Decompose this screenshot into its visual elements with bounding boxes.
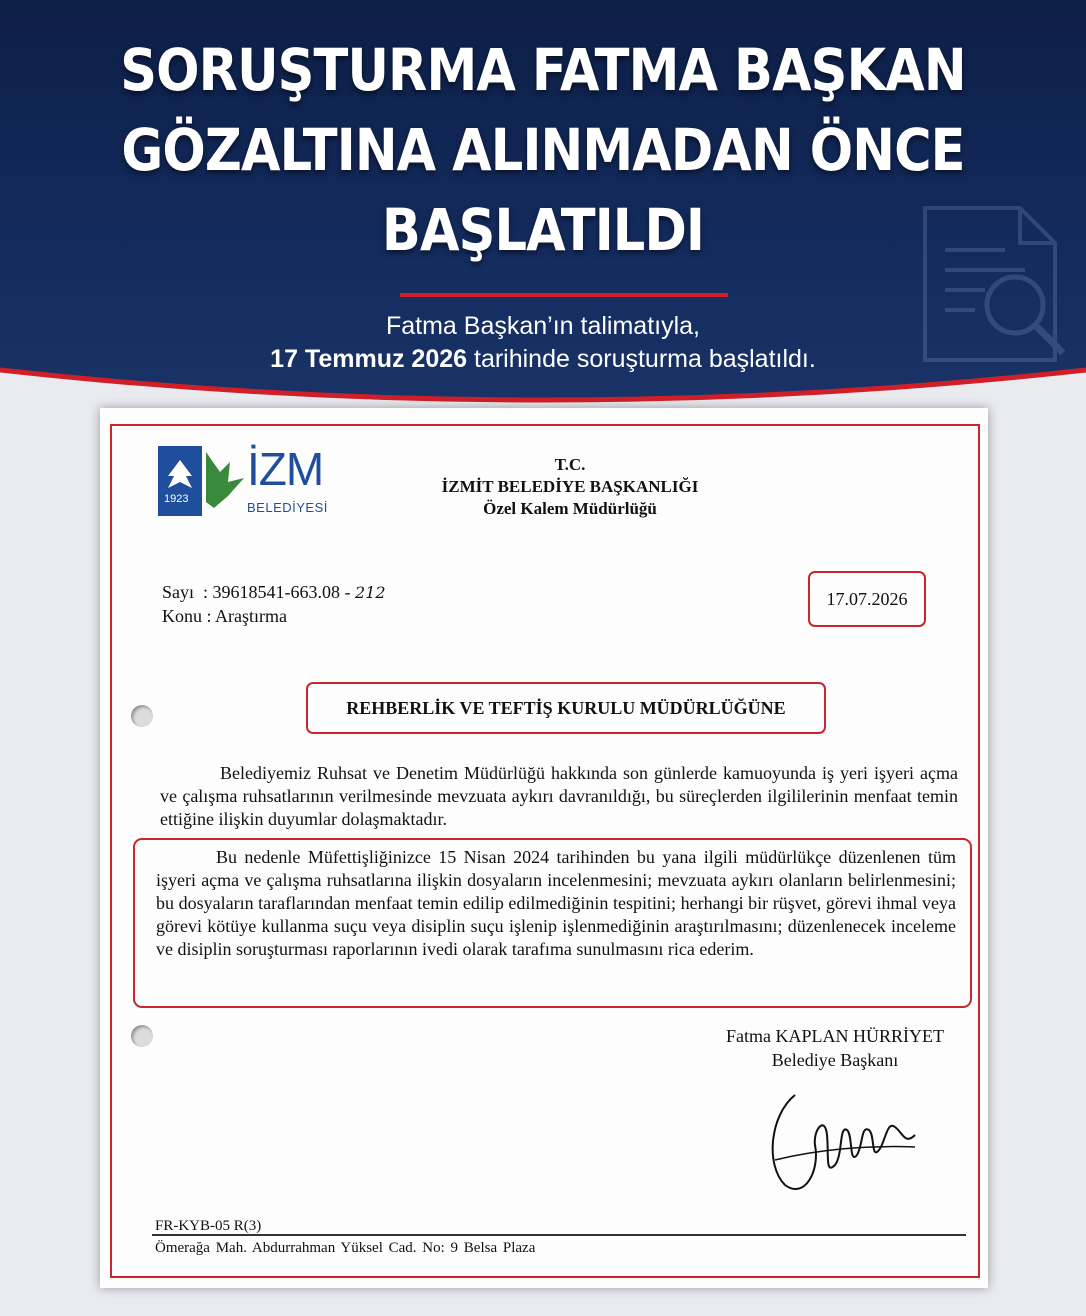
logo-subtitle: BELEDİYESİ	[247, 500, 328, 515]
institution-line-3: Özel Kalem Müdürlüğü	[483, 499, 657, 518]
headline-line-1: SORUŞTURMA FATMA BAŞKAN	[120, 36, 966, 104]
institution-line-2: İZMİT BELEDİYE BAŞKANLIĞI	[441, 477, 699, 496]
subtitle-date: 17 Temmuz 2026	[270, 345, 468, 373]
signer-title: Belediye Başkanı	[771, 1050, 899, 1070]
headline-line-3: BAŞLATILDI	[381, 196, 705, 264]
punch-hole	[131, 1025, 153, 1047]
paragraph-1: Belediyemiz Ruhsat ve Denetim Müdürlüğü hakkında son günlerde kamuoyunda iş yeri işyeri açma ve çalışma ruhsatlarının verilmesinde mevzuata aykırı davranıldığı, bu süreçlerden ilgililerinin menfaat temin ettiğine ilişkin duyumlar dolaşmaktadır.	[160, 763, 958, 829]
footer-address: Ömerağa Mah. Abdurrahman Yüksel Cad. No: 9 Belsa Plaza	[155, 1240, 536, 1256]
sayi-label: Sayı	[162, 582, 195, 602]
subject	[162, 606, 287, 627]
signature	[765, 1075, 935, 1205]
footer-divider	[152, 1234, 966, 1236]
signer-name: Fatma KAPLAN HÜRRİYET	[726, 1026, 944, 1046]
sayi-value: : 39618541-663.08 -	[203, 582, 356, 602]
punch-hole	[131, 705, 153, 727]
paragraph-2: Bu nedenle Müfettişliğinizce 15 Nisan 2024 tarihinden bu yana ilgili müdürlükçe düzenlenen tüm işyeri açma ve çalışma ruhsatlarına ilişkin dosyaların incelenmesini; mevzuata aykırı olanların belirlenmesini; bu dosyaların taraflarından menfaat temin edilip edilmediğinin tespitini; herhangi bir rüşvet, görevi ihmal veya görevi kötüye kullanma suçu veya disiplin suçu işlenip işlenmediğinin araştırılmasını; düzenlenecek inceleme ve disiplin soruşturması raporlarının ivedi olarak tarafıma sunulmasını rica ederim.	[156, 847, 956, 959]
konu-value: : Araştırma	[206, 606, 287, 626]
form-code: FR-KYB-05 R(3)	[155, 1218, 262, 1234]
header-banner	[0, 0, 1086, 420]
logo-year: 1923	[164, 493, 189, 505]
reference-number	[162, 582, 386, 603]
document-date: 17.07.2026	[808, 571, 926, 627]
subtitle-rest: tarihinde soruşturma başlatıldı.	[467, 345, 816, 373]
konu-label: Konu	[162, 606, 202, 626]
headline	[118, 30, 968, 270]
recipient-heading: REHBERLİK VE TEFTİŞ KURULU MÜDÜRLÜĞÜNE	[306, 682, 826, 734]
headline-line-2: GÖZALTINA ALINMADAN ÖNCE	[121, 116, 965, 184]
subtitle-line-1: Fatma Başkan’ın talimatıyla,	[385, 312, 700, 340]
institution-line-1: T.C.	[554, 455, 586, 474]
headline-divider	[400, 293, 728, 297]
logo-name: İZM	[247, 443, 324, 495]
sayi-handwritten: 212	[355, 583, 386, 602]
